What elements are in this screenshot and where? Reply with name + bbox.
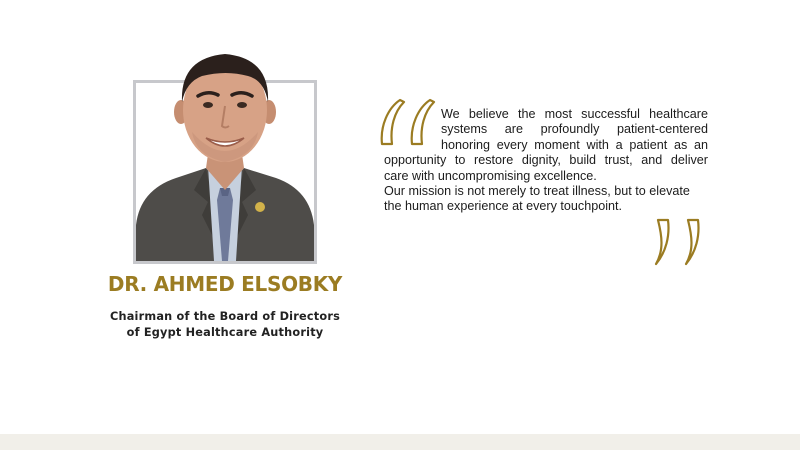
close-quote-icon <box>644 216 710 266</box>
person-title-line-1: Chairman of the Board of Directors <box>109 310 341 323</box>
quote-line: honoring every moment with a patient as an <box>441 137 708 152</box>
quote-line: We believe the most successful healthcare <box>441 107 708 121</box>
quote-text <box>384 107 708 215</box>
portrait-photo <box>136 40 314 261</box>
person-name: DR. AHMED ELSOBKY <box>107 272 343 296</box>
quote-line: systems are profoundly patient-centered <box>441 122 708 137</box>
person-title-line-2: of Egypt Healthcare Authority <box>126 326 324 339</box>
quote-line: the human experience at every touchpoint. <box>384 199 623 214</box>
footer-band <box>0 434 800 450</box>
quote-line: care with uncompromising excellence. <box>384 168 597 183</box>
quote-line: Our mission is not merely to treat illness, but to elevate <box>384 184 690 199</box>
quote-line: opportunity to restore dignity, build trust, and deliver <box>384 153 708 168</box>
